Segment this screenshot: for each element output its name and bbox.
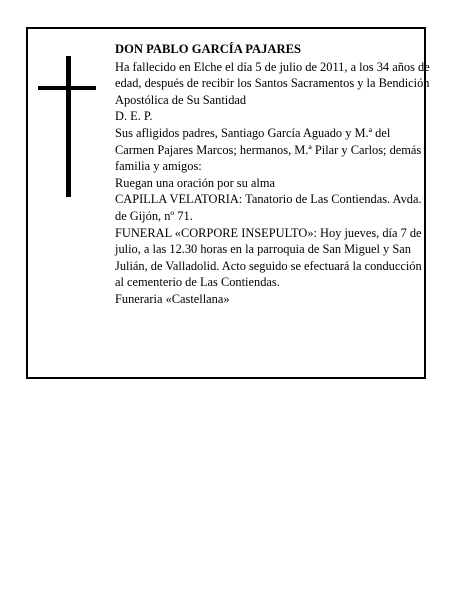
family-line: Sus afligidos padres, Santiago García Aguado y M.ª del Carmen Pajares Marcos; hermanos, M.ª Pilar y Carlos; demás familia y amigos:: [115, 125, 422, 174]
obituary-notice: [26, 27, 430, 379]
funeral-info: FUNERAL «CORPORE INSEPULTO»: Hoy jueves, día 7 de julio, a las 12.30 horas en la parroquia de San Miguel y San Julián, de Valladolid. Acto seguido se efectuará la conducción al cementerio de Las Contiendas.: [115, 225, 422, 290]
obituary-text: [115, 41, 431, 308]
chapel-info: CAPILLA VELATORIA: Tanatorio de Las Contiendas. Avda. de Gijón, nº 71.: [115, 192, 422, 223]
funeral-home: Funeraria «Castellana»: [115, 291, 230, 306]
prayer-request: Ruegan una oración por su alma: [115, 175, 275, 190]
cross-icon: [66, 56, 71, 197]
cross-icon-arm: [38, 86, 96, 90]
deceased-name: DON PABLO GARCÍA PAJARES: [115, 42, 302, 56]
death-announcement: Ha fallecido en Elche el día 5 de julio de 2011, a los 34 años de edad, después de recibir los Santos Sacramentos y la Bendición Apostólica de Su Santidad: [115, 59, 430, 107]
dep-line: D. E. P.: [115, 109, 153, 124]
